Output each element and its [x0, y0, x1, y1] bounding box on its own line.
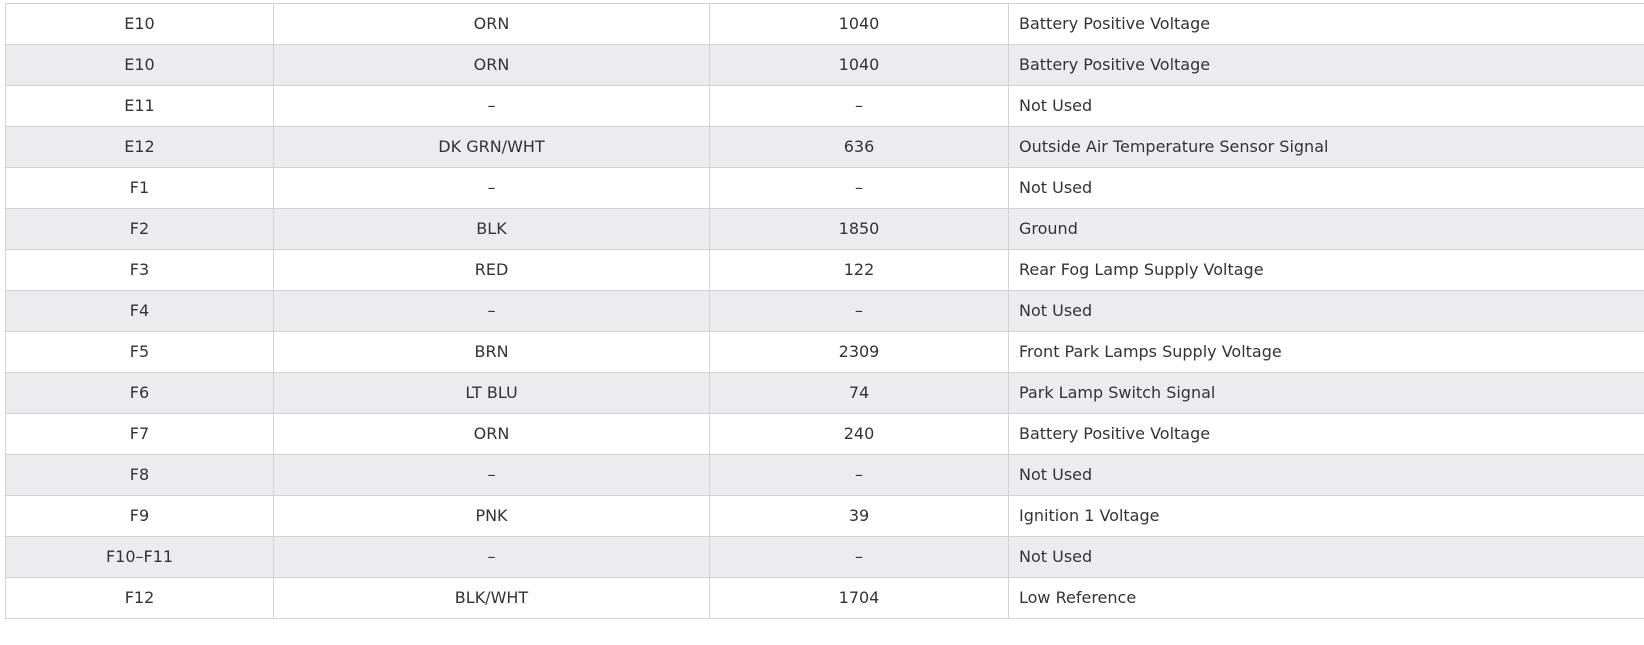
pin-cell: E10 — [6, 4, 274, 45]
table-row — [6, 127, 1644, 168]
circuit-number-cell: – — [710, 291, 1009, 332]
function-cell: Battery Positive Voltage — [1009, 414, 1644, 455]
circuit-number-cell: – — [710, 86, 1009, 127]
function-cell: Not Used — [1009, 291, 1644, 332]
function-cell: Not Used — [1009, 537, 1644, 578]
table-row — [6, 414, 1644, 455]
wire-color-cell: LT BLU — [274, 373, 710, 414]
pin-cell: F12 — [6, 578, 274, 619]
circuit-number-cell: 636 — [710, 127, 1009, 168]
table-row — [6, 250, 1644, 291]
wire-color-cell: DK GRN/WHT — [274, 127, 710, 168]
circuit-number-cell: 74 — [710, 373, 1009, 414]
function-cell: Ground — [1009, 209, 1644, 250]
function-cell: Not Used — [1009, 455, 1644, 496]
wire-color-cell: PNK — [274, 496, 710, 537]
circuit-number-cell: – — [710, 537, 1009, 578]
function-cell: Not Used — [1009, 86, 1644, 127]
circuit-number-cell: 122 — [710, 250, 1009, 291]
pin-cell: F5 — [6, 332, 274, 373]
table-row — [6, 209, 1644, 250]
function-cell: Not Used — [1009, 168, 1644, 209]
table-row — [6, 578, 1644, 619]
wire-color-cell: – — [274, 455, 710, 496]
table-row — [6, 373, 1644, 414]
circuit-number-cell: 1704 — [710, 578, 1009, 619]
wire-color-cell: BLK/WHT — [274, 578, 710, 619]
circuit-number-cell: – — [710, 455, 1009, 496]
wire-color-cell: RED — [274, 250, 710, 291]
wire-color-cell: BRN — [274, 332, 710, 373]
pin-cell: E10 — [6, 45, 274, 86]
circuit-number-cell: 1040 — [710, 4, 1009, 45]
function-cell: Low Reference — [1009, 578, 1644, 619]
pin-cell: F10–F11 — [6, 537, 274, 578]
function-cell: Rear Fog Lamp Supply Voltage — [1009, 250, 1644, 291]
pin-cell: E12 — [6, 127, 274, 168]
connector-pinout-table-container — [5, 3, 1644, 619]
table-row — [6, 168, 1644, 209]
pin-cell: F4 — [6, 291, 274, 332]
function-cell: Outside Air Temperature Sensor Signal — [1009, 127, 1644, 168]
function-cell: Ignition 1 Voltage — [1009, 496, 1644, 537]
table-row — [6, 455, 1644, 496]
pin-cell: F1 — [6, 168, 274, 209]
function-cell: Battery Positive Voltage — [1009, 4, 1644, 45]
table-row — [6, 496, 1644, 537]
function-cell: Park Lamp Switch Signal — [1009, 373, 1644, 414]
circuit-number-cell: – — [710, 168, 1009, 209]
pin-cell: F9 — [6, 496, 274, 537]
table-body — [6, 4, 1644, 619]
wire-color-cell: – — [274, 537, 710, 578]
table-row — [6, 4, 1644, 45]
function-cell: Battery Positive Voltage — [1009, 45, 1644, 86]
connector-pinout-table — [5, 3, 1644, 619]
circuit-number-cell: 240 — [710, 414, 1009, 455]
pin-cell: E11 — [6, 86, 274, 127]
table-row — [6, 537, 1644, 578]
wire-color-cell: BLK — [274, 209, 710, 250]
table-row — [6, 45, 1644, 86]
wire-color-cell: – — [274, 86, 710, 127]
wire-color-cell: ORN — [274, 4, 710, 45]
circuit-number-cell: 1040 — [710, 45, 1009, 86]
pin-cell: F2 — [6, 209, 274, 250]
wire-color-cell: – — [274, 168, 710, 209]
table-row — [6, 291, 1644, 332]
wire-color-cell: – — [274, 291, 710, 332]
wire-color-cell: ORN — [274, 45, 710, 86]
circuit-number-cell: 2309 — [710, 332, 1009, 373]
pin-cell: F8 — [6, 455, 274, 496]
circuit-number-cell: 39 — [710, 496, 1009, 537]
circuit-number-cell: 1850 — [710, 209, 1009, 250]
wire-color-cell: ORN — [274, 414, 710, 455]
pin-cell: F6 — [6, 373, 274, 414]
pin-cell: F3 — [6, 250, 274, 291]
table-row — [6, 332, 1644, 373]
table-row — [6, 86, 1644, 127]
function-cell: Front Park Lamps Supply Voltage — [1009, 332, 1644, 373]
pin-cell: F7 — [6, 414, 274, 455]
